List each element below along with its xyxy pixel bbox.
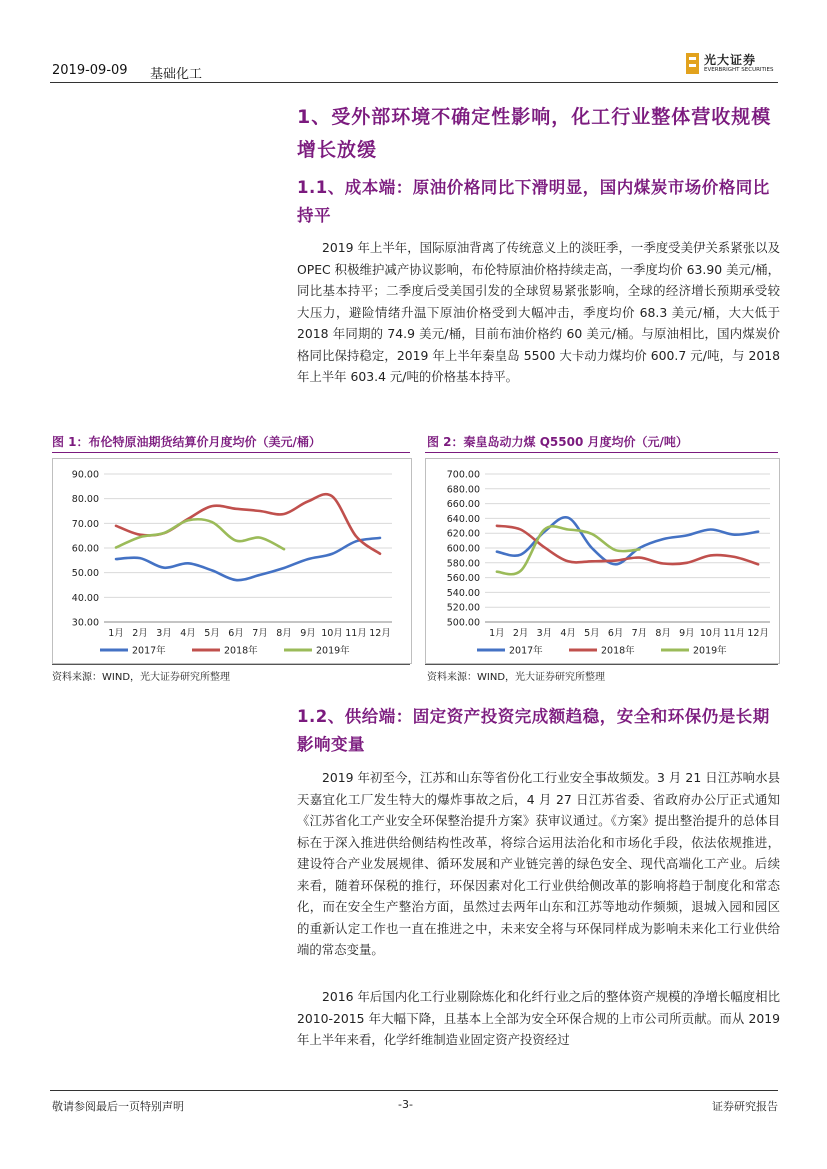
figure-2-title: 图 2：秦皇岛动力煤 Q5500 月度均价（元/吨） (427, 435, 688, 449)
report-sector: 基础化工 (150, 67, 203, 82)
chart1-y-tick-label: 60.00 (71, 543, 99, 555)
chart1-x-tick-label: 3月 (156, 628, 172, 639)
chart2-x-tick-label: 8月 (655, 628, 671, 639)
report-date: 2019-09-09 (52, 63, 128, 78)
section-1-2-heading: 1.2、供给端：固定资产投资完成额趋稳，安全和环保仍是长期影响变量 (297, 707, 770, 754)
chart1-x-tick-label: 9月 (300, 628, 316, 639)
figure-1-chart (52, 458, 412, 664)
chart1-x-tick-label: 2月 (132, 628, 148, 639)
section-1-1-heading: 1.1、成本端：原油价格同比下滑明显，国内煤炭市场价格同比持平 (297, 178, 770, 225)
section-1-2-paragraph-1: 2019 年初至今，江苏和山东等省份化工行业安全事故频发。3 月 21 日江苏响水县天嘉宜化工厂发生特大的爆炸事故之后，4 月 27 日江苏省委、省政府办公厅正式通知《江苏省化工产业安全环保整治提升方案》获审议通过。《方案》提出整治提升的总体目标在于深入推进供给侧结构性改革，将综合运用法治化和市场化手段，依法依规推进，建设符合产业发展规律、循环发展和产业链完善的绿色安全、现代高端化工产业。后续来看，随着环保税的推行，环保因素对化工行业供给侧改革的影响将趋于制度化和常态化，而在安全生产整治方面，虽然过去两年山东和江苏等地动作频频，退城入园和园区的重新认定工作也一直在推进之中，未来安全将与环保同样成为影响未来化工行业供给端的常态变量。 (297, 770, 780, 957)
figure-1-title: 图 1：布伦特原油期货结算价月度均价（美元/桶） (52, 435, 321, 449)
chart2-y-tick-label: 520.00 (446, 602, 480, 614)
figure-2-bottom-rule (425, 664, 778, 665)
section-1-heading: 1、受外部环境不确定性影响，化工行业整体营收规模增长放缓 (297, 106, 772, 161)
chart2-legend-label: 2017年 (509, 645, 543, 657)
chart2-y-tick-label: 560.00 (446, 573, 480, 585)
footer-report-type: 证券研究报告 (712, 1100, 778, 1113)
chart2-y-tick-label: 660.00 (446, 499, 480, 511)
chart2-y-tick-label: 700.00 (446, 469, 480, 481)
chart2-x-tick-label: 2月 (512, 628, 529, 639)
footer-divider (50, 1090, 778, 1091)
chart1-legend-label: 2018年 (224, 645, 258, 657)
chart2-legend-label: 2018年 (601, 645, 635, 657)
chart2-x-tick-label: 9月 (679, 628, 695, 639)
section-1-2-paragraph-2: 2016 年后国内化工行业剔除炼化和化纤行业之后的整体资产规模的净增长幅度相比 2010-2015 年大幅下降，且基本上全部为安全环保合规的上市公司所贡献。而从 2019 年上半年来看，化学纤维制造业固定资产投资经过 (297, 989, 780, 1047)
section-1-1-paragraph: 2019 年上半年，国际原油背离了传统意义上的淡旺季，一季度受美伊关系紧张以及 OPEC 积极维护减产协议影响，布伦特原油价格持续走高，一季度均价 63.90 美元/桶，同比基本持平；二季度后受美国引发的全球贸易紧张影响，全球的经济增长预期承受较大压力，避险情绪升温下原油价格受到大幅冲击，季度均价 68.3 美元/桶，大大低于 2018 年同期的 74.9 美元/桶，目前布油价格约 60 美元/桶。与原油相比，国内煤炭价格同比保持稳定，2019 年上半年秦皇岛 5500 大卡动力煤均价 600.7 元/吨，与 2018 年上半年 603.4 元/吨的价格基本持平。 (297, 240, 780, 384)
chart2-y-tick-label: 680.00 (446, 484, 480, 496)
chart1-x-tick-label: 7月 (252, 628, 268, 639)
logo-name-cn: 光大证券 (704, 53, 757, 67)
chart1-x-tick-label: 5月 (204, 628, 220, 639)
chart1-legend-label: 2017年 (132, 645, 166, 657)
chart2-y-tick-label: 600.00 (446, 543, 480, 555)
chart2-x-tick-label: 6月 (607, 628, 624, 639)
figure-2-rule (425, 452, 778, 453)
chart1-x-tick-label: 8月 (276, 628, 292, 639)
chart2-x-tick-label: 1月 (489, 628, 505, 639)
chart1-legend-label: 2019年 (316, 645, 350, 657)
chart2-y-tick-label: 620.00 (446, 528, 480, 540)
chart2-x-tick-label: 11月 (723, 628, 746, 639)
footer-disclaimer: 敬请参阅最后一页特别声明 (52, 1100, 184, 1113)
chart2-y-tick-label: 580.00 (446, 558, 480, 570)
header-divider (50, 82, 778, 83)
chart2-x-tick-label: 5月 (584, 628, 600, 639)
chart2-legend-label: 2019年 (693, 645, 727, 657)
company-logo (686, 51, 778, 77)
chart1-y-tick-label: 90.00 (71, 469, 99, 481)
chart2-x-tick-label: 4月 (560, 628, 576, 639)
chart1-y-tick-label: 80.00 (71, 494, 99, 506)
chart1-x-tick-label: 6月 (228, 628, 244, 639)
chart1-x-tick-label: 12月 (369, 628, 391, 639)
chart1-x-tick-label: 11月 (345, 628, 367, 639)
figure-2-chart (425, 458, 780, 664)
figure-1-source: 资料来源：WIND，光大证券研究所整理 (52, 672, 231, 683)
figure-1-rule (52, 452, 410, 453)
chart1-x-tick-label: 10月 (321, 628, 343, 639)
chart2-y-tick-label: 500.00 (446, 617, 480, 629)
footer-page-number: -3- (398, 1098, 413, 1111)
chart1-x-tick-label: 1月 (108, 628, 124, 639)
figure-2-source: 资料来源：WIND，光大证券研究所整理 (427, 672, 606, 683)
figure-1-bottom-rule (52, 664, 410, 665)
logo-name-en: EVERBRIGHT SECURITIES (704, 67, 774, 73)
chart1-y-tick-label: 50.00 (71, 568, 99, 580)
chart1-y-tick-label: 70.00 (71, 518, 99, 530)
chart2-x-tick-label: 10月 (699, 628, 722, 639)
chart2-x-tick-label: 12月 (747, 628, 769, 639)
chart2-x-tick-label: 7月 (631, 628, 648, 639)
chart1-y-tick-label: 30.00 (71, 617, 99, 629)
chart2-x-tick-label: 3月 (536, 628, 553, 639)
chart1-y-tick-label: 40.00 (71, 592, 99, 604)
chart1-x-tick-label: 4月 (180, 628, 196, 639)
chart2-y-tick-label: 640.00 (446, 513, 480, 525)
chart2-y-tick-label: 540.00 (446, 587, 480, 599)
